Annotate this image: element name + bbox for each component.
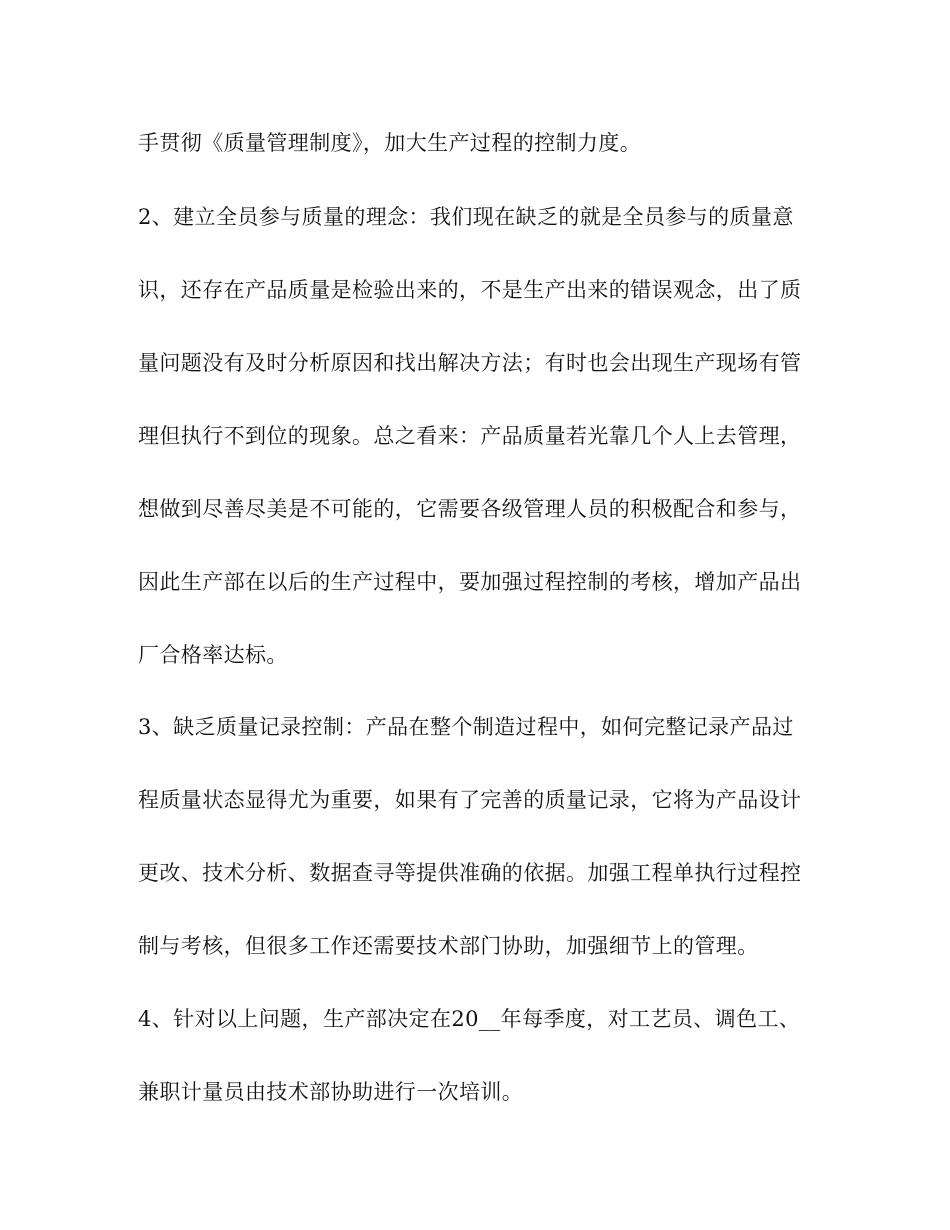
- text-line: 识，还存在产品质量是检验出来的，不是生产出来的错误观念，出了质: [138, 278, 802, 302]
- text-line: 程质量状态显得尤为重要，如果有了完善的质量记录，它将为产品设计: [138, 788, 802, 812]
- text-line: 因此生产部在以后的生产过程中，要加强过程控制的考核，增加产品出: [138, 570, 802, 594]
- text-line: 手贯彻《质量管理制度》，加大生产过程的控制力度。: [138, 131, 642, 155]
- paragraph-2-start: 2、建立全员参与质量的理念：我们现在缺乏的就是全员参与的质量意: [138, 205, 794, 229]
- text-line: 更改、技术分析、数据查寻等提供准确的依据。加强工程单执行过程控: [138, 861, 802, 885]
- text-line: 想做到尽善尽美是不可能的，它需要各级管理人员的积极配合和参与，: [138, 497, 802, 521]
- paragraph-3-start: 3、缺乏质量记录控制：产品在整个制造过程中，如何完整记录产品过: [138, 715, 794, 739]
- text-line: 兼职计量员由技术部协助进行一次培训。: [138, 1080, 524, 1104]
- text-line: 量问题没有及时分析原因和找出解决方法；有时也会出现生产现场有管: [138, 351, 802, 375]
- text-line: 厂合格率达标。: [138, 643, 288, 667]
- text-line: 制与考核，但很多工作还需要技术部门协助，加强细节上的管理。: [138, 934, 759, 958]
- paragraph-4-start: 4、针对以上问题，生产部决定在20__年每季度，对工艺员、调色工、: [138, 1007, 801, 1031]
- text-line: 理但执行不到位的现象。总之看来：产品质量若光靠几个人上去管理，: [138, 424, 802, 448]
